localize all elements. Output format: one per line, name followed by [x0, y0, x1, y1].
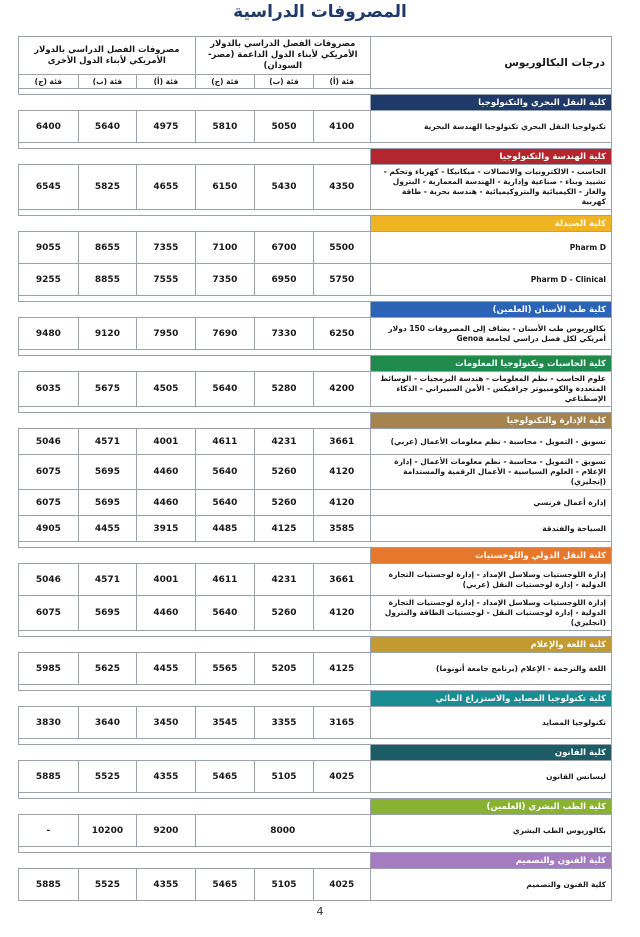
- fee-category-a: 4025: [313, 869, 370, 901]
- table-row: [19, 707, 612, 739]
- faculty-header-filler: [19, 853, 371, 869]
- fee-category-b: 3355: [255, 707, 313, 739]
- table-row: [19, 455, 612, 490]
- other-fee-category-a: 4975: [137, 111, 195, 143]
- other-fee-category-c: -: [19, 815, 79, 847]
- fee-category-c: 7690: [195, 318, 255, 350]
- other-fee-category-c: 3830: [19, 707, 79, 739]
- fee-category-c: 4611: [195, 564, 255, 596]
- other-fee-category-a: 4505: [137, 372, 195, 407]
- fee-category-c: 4611: [195, 429, 255, 455]
- faculty-header-row: [19, 637, 612, 653]
- fee-category-b: 4125: [255, 516, 313, 542]
- program-name: اللغة والترجمة - الإعلام (برنامج جامعة أتونوما): [370, 653, 611, 685]
- table-row: [19, 596, 612, 631]
- table-row: [19, 372, 612, 407]
- fee-category-c: 5465: [195, 761, 255, 793]
- other-fee-category-b: 5675: [78, 372, 136, 407]
- fee-category-b: 4231: [255, 564, 313, 596]
- fee-category-a: 4200: [313, 372, 370, 407]
- program-name: تكنولوجيا المصايد: [370, 707, 611, 739]
- fee-category-c: 5640: [195, 490, 255, 516]
- other-fee-category-c: 6075: [19, 490, 79, 516]
- other-fee-category-c: 6075: [19, 455, 79, 490]
- other-fee-category-c: 9255: [19, 264, 79, 296]
- fee-category-a: 4100: [313, 111, 370, 143]
- faculty-header-filler: [19, 413, 371, 429]
- faculty-header-filler: [19, 216, 371, 232]
- table-row: [19, 429, 612, 455]
- other-fee-category-c: 6400: [19, 111, 79, 143]
- faculty-header-row: [19, 95, 612, 111]
- program-name: الحاسب - الالكترونيات والاتصالات - ميكانيكا - كهرباء وتحكم - تشييد وبناء - صناعية وإدارية - الهندسة المعمارية - البترول والغاز - الكيميائية والبتروكيميائية - هندسة بحرية - طاقة كهربية: [370, 165, 611, 210]
- fee-category-a: 5750: [313, 264, 370, 296]
- fees-body: [19, 89, 612, 901]
- other-fee-category-b: 10200: [78, 815, 136, 847]
- other-fee-category-b: 4571: [78, 429, 136, 455]
- other-countries-header: مصروفات الفصل الدراسي بالدولار الأمريكي لأبناء الدول الأخرى: [19, 37, 196, 75]
- other-fee-category-a: 4460: [137, 455, 195, 490]
- table-row: [19, 815, 612, 847]
- fee-category-b: 5430: [255, 165, 313, 210]
- faculty-header-filler: [19, 548, 371, 564]
- faculty-name: كلية الهندسة والتكنولوجيا: [370, 149, 611, 165]
- faculty-header-filler: [19, 745, 371, 761]
- fee-category-b: 5105: [255, 869, 313, 901]
- program-name: Pharm D - Clinical: [370, 264, 611, 296]
- other-fee-category-a: 4355: [137, 761, 195, 793]
- other-category-a-header: فئة (أ): [137, 75, 195, 89]
- table-row: [19, 564, 612, 596]
- other-fee-category-c: 5985: [19, 653, 79, 685]
- other-category-b-header: فئة (ب): [78, 75, 136, 89]
- faculty-header-filler: [19, 302, 371, 318]
- program-name: بكالوريوس طب الأسنان - يضاف إلى المصروفات 150 دولار أمريكي لكل فصل دراسي لجامعة Genoa: [370, 318, 611, 350]
- program-name: تكنولوجيا النقل البحري تكنولوجيا الهندسة البحرية: [370, 111, 611, 143]
- faculty-header-row: [19, 853, 612, 869]
- page-number: 4: [316, 905, 324, 918]
- fee-category-c: 7100: [195, 232, 255, 264]
- page-title: المصروفات الدراسية: [233, 2, 407, 22]
- table-row: [19, 653, 612, 685]
- other-fee-category-b: 5525: [78, 761, 136, 793]
- fee-category-c: 5640: [195, 596, 255, 631]
- fee-category-a: 3661: [313, 564, 370, 596]
- faculty-header-filler: [19, 95, 371, 111]
- fee-category-c: 5465: [195, 869, 255, 901]
- faculty-header-filler: [19, 149, 371, 165]
- other-fee-category-a: 4001: [137, 564, 195, 596]
- fee-category-a: 4120: [313, 596, 370, 631]
- fee-category-c: 5640: [195, 372, 255, 407]
- table-row: [19, 490, 612, 516]
- other-fee-category-b: 8855: [78, 264, 136, 296]
- other-fee-category-a: 4460: [137, 490, 195, 516]
- fee-category-b: 6950: [255, 264, 313, 296]
- program-name: بكالوريوس الطب البشري: [370, 815, 611, 847]
- other-fee-category-a: 4355: [137, 869, 195, 901]
- other-fee-category-c: 9480: [19, 318, 79, 350]
- other-fee-category-b: 4455: [78, 516, 136, 542]
- program-name: تسويق - التمويل - محاسبة - نظم معلومات الأعمال (عربي): [370, 429, 611, 455]
- other-fee-category-c: 5885: [19, 761, 79, 793]
- faculty-name: كلية طب الأسنان (العلمين): [370, 302, 611, 318]
- fee-category-c: 5640: [195, 455, 255, 490]
- other-fee-category-a: 4001: [137, 429, 195, 455]
- table-row: [19, 264, 612, 296]
- other-fee-category-b: 5640: [78, 111, 136, 143]
- fee-category-a: 4120: [313, 490, 370, 516]
- table-row: [19, 111, 612, 143]
- faculty-name: كلية اللغة والإعلام: [370, 637, 611, 653]
- fee-category-c: 3545: [195, 707, 255, 739]
- program-name: ليسانس القانون: [370, 761, 611, 793]
- other-fee-category-a: 3450: [137, 707, 195, 739]
- other-fee-category-a: 9200: [137, 815, 195, 847]
- program-name: إدارة أعمال فرنسي: [370, 490, 611, 516]
- program-name: كلية الفنون والتصميم: [370, 869, 611, 901]
- fee-category-b: 5105: [255, 761, 313, 793]
- fee-category-b: 5260: [255, 596, 313, 631]
- fee-category-b: 5260: [255, 490, 313, 516]
- faculty-header-row: [19, 691, 612, 707]
- fee-category-c: 5810: [195, 111, 255, 143]
- faculty-name: كلية الطب البشري (العلمين): [370, 799, 611, 815]
- degrees-header: درجات البكالوريوس: [370, 37, 611, 89]
- other-fee-category-c: 5046: [19, 429, 79, 455]
- other-category-c-header: فئة (ج): [19, 75, 79, 89]
- other-fee-category-c: 4905: [19, 516, 79, 542]
- fee-category-a: 5500: [313, 232, 370, 264]
- other-fee-category-b: 5695: [78, 455, 136, 490]
- other-fee-category-b: 4571: [78, 564, 136, 596]
- program-name: إدارة اللوجستيات وسلاسل الإمداد - إدارة لوجستيات التجارة الدولية - إدارة لوجستيات النقل (عربي): [370, 564, 611, 596]
- fee-category-a: 4120: [313, 455, 370, 490]
- fee-category-a: 4350: [313, 165, 370, 210]
- fee-category-b: 5260: [255, 455, 313, 490]
- fee-category-b: 7330: [255, 318, 313, 350]
- faculty-name: كلية تكنولوجيا المصايد والاستزراع المائي: [370, 691, 611, 707]
- fee-category-a: 3585: [313, 516, 370, 542]
- fee-category-b: 5050: [255, 111, 313, 143]
- fee-category-a: 4025: [313, 761, 370, 793]
- other-fee-category-b: 5695: [78, 596, 136, 631]
- category-a-header: فئة (أ): [313, 75, 370, 89]
- faculty-name: كلية النقل البحري والتكنولوجيا: [370, 95, 611, 111]
- faculty-name: كلية الصيدلة: [370, 216, 611, 232]
- other-fee-category-a: 4460: [137, 596, 195, 631]
- faculty-header-filler: [19, 356, 371, 372]
- fees-table: [18, 36, 612, 901]
- faculty-name: كلية القانون: [370, 745, 611, 761]
- other-fee-category-c: 5885: [19, 869, 79, 901]
- table-row: [19, 516, 612, 542]
- other-fee-category-a: 7555: [137, 264, 195, 296]
- other-fee-category-a: 4455: [137, 653, 195, 685]
- faculty-name: كلية الفنون والتصميم: [370, 853, 611, 869]
- faculty-header-filler: [19, 637, 371, 653]
- other-fee-category-b: 5695: [78, 490, 136, 516]
- other-fee-category-c: 5046: [19, 564, 79, 596]
- faculty-name: كلية النقل الدولي واللوجستيات: [370, 548, 611, 564]
- fee-category-c: 6150: [195, 165, 255, 210]
- table-row: [19, 318, 612, 350]
- fee-category-a: 4125: [313, 653, 370, 685]
- other-fee-category-c: 6035: [19, 372, 79, 407]
- table-row: [19, 761, 612, 793]
- fee-category-b: 5280: [255, 372, 313, 407]
- program-name: علوم الحاسب - نظم المعلومات - هندسة البرمجيات - الوسائط المتعددة والكومبيوتر جرافيكس - الأمن السيبراني - الذكاء الإصطناعي: [370, 372, 611, 407]
- faculty-header-row: [19, 302, 612, 318]
- other-fee-category-b: 9120: [78, 318, 136, 350]
- program-name: Pharm D: [370, 232, 611, 264]
- other-fee-category-b: 5525: [78, 869, 136, 901]
- faculty-header-row: [19, 149, 612, 165]
- other-fee-category-b: 5625: [78, 653, 136, 685]
- fee-category-b: 6700: [255, 232, 313, 264]
- fee-category-a: 6250: [313, 318, 370, 350]
- other-fee-category-b: 8655: [78, 232, 136, 264]
- table-row: [19, 232, 612, 264]
- program-name: إدارة اللوجستيات وسلاسل الإمداد - إدارة لوجستيات التجارة الدولية - إدارة لوجستيات النقل - لوجستيات الطاقة والبترول (انجليزي): [370, 596, 611, 631]
- other-fee-category-a: 3915: [137, 516, 195, 542]
- fee-category-b: 4231: [255, 429, 313, 455]
- fee-category-b: 5205: [255, 653, 313, 685]
- other-fee-category-c: 9055: [19, 232, 79, 264]
- fee-category-c: 7350: [195, 264, 255, 296]
- fee-category-c: 5565: [195, 653, 255, 685]
- faculty-name: كلية الإدارة والتكنولوجيا: [370, 413, 611, 429]
- category-b-header: فئة (ب): [255, 75, 313, 89]
- faculty-header-row: [19, 413, 612, 429]
- faculty-header-filler: [19, 691, 371, 707]
- program-name: تسويق - التمويل - محاسبة - نظم معلومات الأعمال - إدارة الإعلام - العلوم السياسية - الأعمال الرقمية والمستدامة (إنجليزي): [370, 455, 611, 490]
- faculty-name: كلية الحاسبات وتكنولوجيا المعلومات: [370, 356, 611, 372]
- fee-category-a: 3165: [313, 707, 370, 739]
- fee-category-a: 3661: [313, 429, 370, 455]
- fee-supported-merged: 8000: [195, 815, 370, 847]
- program-name: السياحة والفندقة: [370, 516, 611, 542]
- table-row: [19, 869, 612, 901]
- faculty-header-row: [19, 745, 612, 761]
- other-fee-category-c: 6075: [19, 596, 79, 631]
- faculty-header-row: [19, 356, 612, 372]
- fee-category-c: 4485: [195, 516, 255, 542]
- other-fee-category-a: 7355: [137, 232, 195, 264]
- category-c-header: فئة (ج): [195, 75, 255, 89]
- faculty-header-filler: [19, 799, 371, 815]
- faculty-header-row: [19, 799, 612, 815]
- table-row: [19, 165, 612, 210]
- faculty-header-row: [19, 548, 612, 564]
- other-fee-category-c: 6545: [19, 165, 79, 210]
- other-fee-category-b: 3640: [78, 707, 136, 739]
- other-fee-category-a: 7950: [137, 318, 195, 350]
- faculty-header-row: [19, 216, 612, 232]
- other-fee-category-a: 4655: [137, 165, 195, 210]
- supported-countries-header: مصروفات الفصل الدراسي بالدولار الأمريكي لأبناء الدول الداعمة (مصر-السودان): [195, 37, 370, 75]
- other-fee-category-b: 5825: [78, 165, 136, 210]
